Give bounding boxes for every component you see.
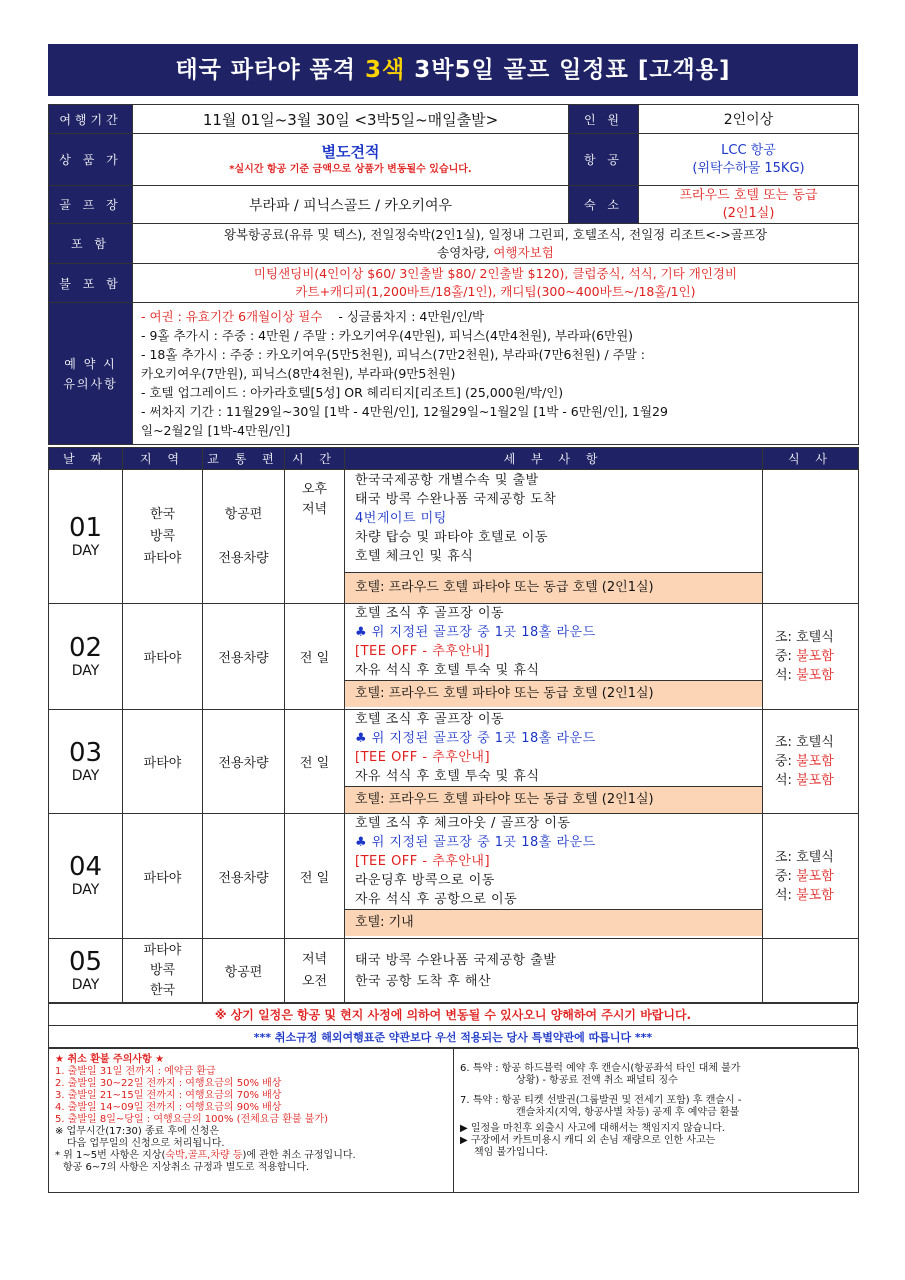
- region-cell: 파타야: [123, 814, 203, 939]
- time-cell: 오후 저녁: [285, 470, 345, 604]
- notice-schedule-change: ※ 상기 일정은 항공 및 현지 사정에 의하여 변동될 수 있사오니 양해하여 주시기 바랍니다.: [49, 1004, 858, 1026]
- transport-cell: 전용차량: [203, 710, 285, 814]
- rule-line-1: * 위 1~5번 사항은 지상(숙박,골프,차량 등)에 관한 취소 규정입니다.: [55, 1150, 356, 1161]
- notes-line-4: 카오키여우(7만원), 피닉스(8만4천원), 부라파(9만5천원): [141, 366, 456, 381]
- time-cell: 전 일: [285, 604, 345, 710]
- schedule-row: [49, 710, 859, 814]
- title-highlight: 3색: [365, 57, 406, 83]
- price-cell: [133, 134, 569, 186]
- office-hours-2: 다음 업무일의 신청으로 처리됩니다.: [67, 1138, 225, 1149]
- include-label: 포 함: [49, 224, 133, 264]
- time-cell: 전 일: [285, 814, 345, 939]
- info-table: [48, 104, 859, 445]
- exclude-line-1: 미팅샌딩비(4인이상 $60/ 3인출발 $80/ 2인출발 $120), 클럽중식, 석식, 기타 개인경비: [253, 266, 738, 281]
- include-cell: [133, 224, 859, 264]
- hotel-line: 호텔: 프라우드 호텔 파타야 또는 동급 호텔 (2인1실): [345, 572, 762, 603]
- hotel-line: 호텔: 프라우드 호텔 파타야 또는 동급 호텔 (2인1실): [345, 786, 762, 813]
- cancel-left: [49, 1049, 454, 1193]
- cancel-item: 1. 출발일 31일 전까지 : 예약금 환급: [55, 1066, 216, 1077]
- hotel-line: 호텔: 프라우드 호텔 파타야 또는 동급 호텔 (2인1실): [345, 680, 762, 707]
- schedule-row: [49, 470, 859, 604]
- notes-line-7: 일~2월2일 [1박-4만원/인]: [141, 423, 291, 438]
- exclude-label: 불 포 함: [49, 264, 133, 303]
- notice-cancel-policy: *** 취소규정 해외여행표준 약관보다 우선 적용되는 당사 특별약관에 따릅니다 ***: [49, 1026, 858, 1048]
- detail-cell: 호텔 조식 후 골프장 이동 ♣ 위 지정된 골프장 중 1곳 18홀 라운드 [TEE OFF - 추후안내] 자유 석식 후 호텔 투숙 및 휴식 호텔: 프라우드 호텔 파타야 또는 동급 호텔 (2인1실): [345, 604, 763, 710]
- liability-2a: ▶ 구장에서 카트미용시 캐디 외 손님 재량으로 인한 사고는: [460, 1135, 716, 1146]
- lodging-value-2: (2인1실): [722, 205, 775, 221]
- col-header-transport: 교 통 편: [203, 448, 285, 470]
- schedule-row: [49, 604, 859, 710]
- cancel-item: 2. 출발일 30~22일 전까지 : 여행요금의 50% 배상: [55, 1078, 282, 1089]
- notes-line-3: - 18홀 추가시 : 주중 : 카오키여우(5만5천원), 피닉스(7만2천원), 부라파(7만6천원) / 주말 :: [141, 347, 645, 362]
- col-header-time: 시 간: [285, 448, 345, 470]
- day-cell: 01 DAY: [49, 470, 123, 604]
- title-text-2: 3박5일 골프 일정표 [고객용]: [405, 57, 731, 83]
- notice-table: [48, 1003, 858, 1048]
- schedule-row: [49, 939, 859, 1003]
- persons-label: 인 원: [569, 105, 639, 134]
- transport-cell: 항공편 전용차량: [203, 470, 285, 604]
- transport-cell: 전용차량: [203, 604, 285, 710]
- region-cell: 파타야 방콕 한국: [123, 939, 203, 1003]
- schedule-row: [49, 814, 859, 939]
- col-header-meal: 식 사: [763, 448, 859, 470]
- detail-cell: 호텔 조식 후 체크아웃 / 골프장 이동 ♣ 위 지정된 골프장 중 1곳 18홀 라운드 [TEE OFF - 추후안내] 라운딩후 방콕으로 이동 자유 석식 후 공항으로 이동 호텔: 기내: [345, 814, 763, 939]
- detail-cell: 태국 방콕 수완나폼 국제공항 출발 한국 공항 도착 후 해산: [345, 939, 763, 1003]
- golf-value: 부라파 / 피닉스골드 / 카오키여우: [133, 186, 569, 224]
- golf-label: 골 프 장: [49, 186, 133, 224]
- include-line-1: 왕복항공료(유류 및 텍스), 전일정숙박(2인1실), 일정내 그린피, 호텔조식, 전일정 리조트<->골프장: [223, 226, 768, 242]
- day-cell: 04 DAY: [49, 814, 123, 939]
- cancel-item: 3. 출발일 21~15일 전까지 : 여행요금의 70% 배상: [55, 1090, 282, 1101]
- include-line-2: 송영차량, 여행자보험: [437, 244, 554, 260]
- period-label: 여행기간: [49, 105, 133, 134]
- region-cell: 한국 방콕 파타야: [123, 470, 203, 604]
- day-cell: 03 DAY: [49, 710, 123, 814]
- liability-2b: 책임 불가입니다.: [474, 1147, 548, 1158]
- title-text-1: 태국 파타야 품격: [175, 57, 366, 83]
- lodging-cell: [639, 186, 859, 224]
- exclude-cell: [133, 264, 859, 303]
- insurance-text: 여행자보험: [493, 244, 554, 260]
- price-note: *실시간 항공 기준 금액으로 상품가 변동될수 있습니다.: [229, 163, 472, 175]
- price-label: 상 품 가: [49, 134, 133, 186]
- exclude-line-2: 카트+캐디피(1,200바트/18홀/1인), 캐디팁(300~400바트~/18홀/1인): [295, 284, 696, 299]
- transport-cell: 항공편: [203, 939, 285, 1003]
- hotel-line: 호텔: 기내: [345, 909, 762, 936]
- lodging-value-1: 프라우드 호텔 또는 동급: [679, 187, 818, 203]
- col-header-region: 지 역: [123, 448, 203, 470]
- special-6a: 6. 특약 : 항공 하드블럭 예약 후 캔슬시(항공좌석 타인 대체 불가: [460, 1063, 741, 1074]
- meal-cell: [763, 470, 859, 604]
- cancel-item: 5. 출발일 8일~당일 : 여행요금의 100% (전체요금 환불 불가): [55, 1114, 329, 1125]
- air-value-2: (위탁수하물 15KG): [692, 160, 805, 176]
- cancel-title: ★ 취소 환불 주의사항 ★: [55, 1054, 165, 1065]
- day-cell: 02 DAY: [49, 604, 123, 710]
- special-6b: 상황) - 항공료 전액 취소 패널티 징수: [516, 1075, 678, 1086]
- cancel-item: 4. 출발일 14~09일 전까지 : 여행요금의 90% 배상: [55, 1102, 282, 1113]
- region-cell: 파타야: [123, 604, 203, 710]
- office-hours-1: ※ 업무시간(17:30) 종료 후에 신청은: [55, 1126, 219, 1137]
- air-label: 항 공: [569, 134, 639, 186]
- meal-cell: 조: 호텔식 중: 불포함 석: 불포함: [763, 604, 859, 710]
- notes-line-6: - 써차지 기간 : 11월29일~30일 [1박 - 4만원/인], 12월29일~1월2일 [1박 - 6만원/인], 1월29: [141, 404, 668, 419]
- page-title: [48, 44, 858, 96]
- meal-cell: 조: 호텔식 중: 불포함 석: 불포함: [763, 814, 859, 939]
- notes-line-5: - 호텔 업그레이드 : 아카라호텔[5성] OR 헤리티지[리조트] (25,000원/박/인): [141, 385, 564, 400]
- cancel-right: [454, 1049, 859, 1193]
- liability-1: ▶ 일정을 마친후 외출시 사고에 대해서는 책임지지 않습니다.: [460, 1123, 725, 1134]
- schedule-table: [48, 447, 859, 1003]
- price-value: 별도견적: [321, 142, 380, 161]
- period-value: 11월 01일~3월 30일 <3박5일~매일출발>: [133, 105, 569, 134]
- time-cell: 전 일: [285, 710, 345, 814]
- air-cell: [639, 134, 859, 186]
- notes-line-1: - 여권 : 유효기간 6개월이상 필수 - 싱글룸차지 : 4만원/인/박: [141, 309, 485, 324]
- day-cell: 05 DAY: [49, 939, 123, 1003]
- transport-cell: 전용차량: [203, 814, 285, 939]
- col-header-date: 날 짜: [49, 448, 123, 470]
- notes-cell: [133, 303, 859, 445]
- time-cell: 저녁 오전: [285, 939, 345, 1003]
- detail-cell: 호텔 조식 후 골프장 이동 ♣ 위 지정된 골프장 중 1곳 18홀 라운드 [TEE OFF - 추후안내] 자유 석식 후 호텔 투숙 및 휴식 호텔: 프라우드 호텔 파타야 또는 동급 호텔 (2인1실): [345, 710, 763, 814]
- itinerary-sheet: [48, 104, 858, 1193]
- col-header-detail: 세 부 사 항: [345, 448, 763, 470]
- rule-line-2: 항공 6~7의 사항은 지상취소 규정과 별도로 적용합니다.: [63, 1162, 310, 1173]
- detail-cell: 한국국제공항 개별수속 및 출발 태국 방콕 수완나폼 국제공항 도착 4번게이트 미팅 차량 탑승 및 파타야 호텔로 이동 호텔 체크인 및 휴식 호텔: 프라우드 호텔 파타야 또는 동급 호텔 (2인1실): [345, 470, 763, 604]
- lodging-label: 숙 소: [569, 186, 639, 224]
- cancel-table: [48, 1048, 859, 1193]
- persons-value: 2인이상: [639, 105, 859, 134]
- special-7b: 캔슬차지(지역, 항공사별 차등) 공제 후 예약금 환불: [516, 1107, 740, 1118]
- region-cell: 파타야: [123, 710, 203, 814]
- notes-label: 예 약 시 유의사항: [49, 303, 133, 445]
- meal-cell: 조: 호텔식 중: 불포함 석: 불포함: [763, 710, 859, 814]
- special-7a: 7. 특약 : 항공 티켓 선발권(그룹발권 및 전세기 포함) 후 캔슬시 -: [460, 1095, 742, 1106]
- air-value-1: LCC 항공: [721, 142, 776, 158]
- notes-line-2: - 9홀 추가시 : 주중 : 4만원 / 주말 : 카오키여우(4만원), 피닉스(4만4천원), 부라파(6만원): [141, 328, 634, 343]
- meal-cell: [763, 939, 859, 1003]
